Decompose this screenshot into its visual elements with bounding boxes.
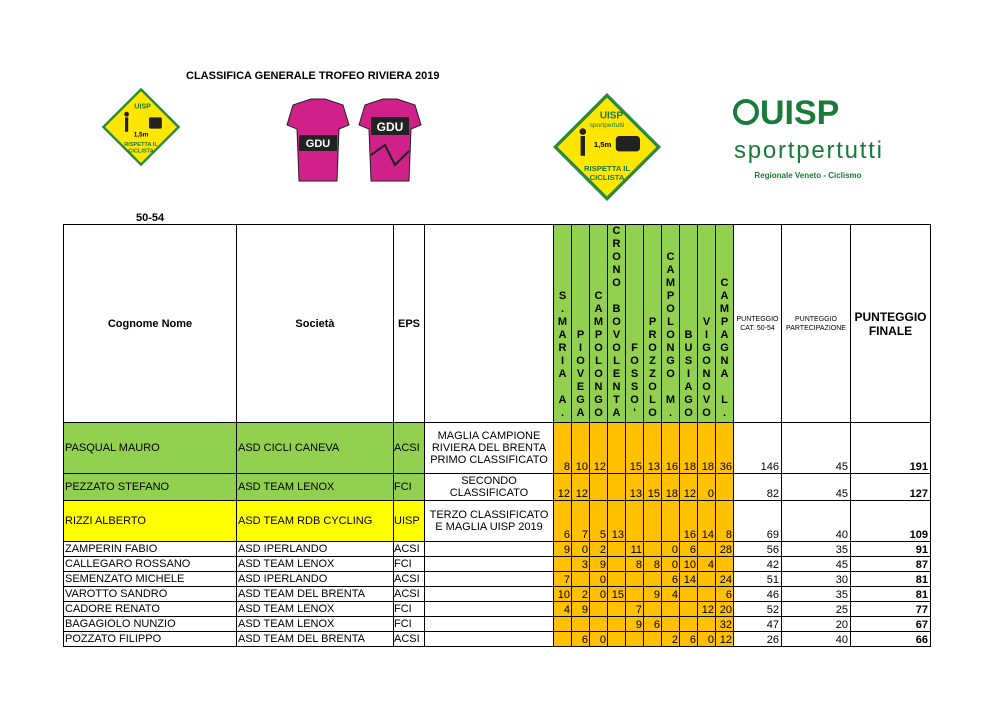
cell-participation: 40	[782, 632, 851, 647]
cell-cat-score: 42	[734, 557, 782, 572]
cell-cat-score: 56	[734, 542, 782, 557]
cell-race-score: 8	[716, 501, 734, 542]
cell-race-score	[626, 632, 644, 647]
cell-race-score: 0	[590, 587, 608, 602]
cell-eps: FCI	[394, 474, 425, 501]
header-final: PUNTEGGIO FINALE	[851, 225, 931, 423]
cell-race-score	[680, 587, 698, 602]
cell-participation: 45	[782, 474, 851, 501]
header-race	[590, 225, 608, 423]
cell-eps: ACSI	[394, 542, 425, 557]
cell-race-score: 2	[662, 632, 680, 647]
cell-race-score	[716, 557, 734, 572]
cell-race-score: 13	[644, 423, 662, 474]
table-row	[64, 474, 931, 501]
cell-race-score	[572, 617, 590, 632]
cell-final: 87	[851, 557, 931, 572]
cell-race-score	[590, 474, 608, 501]
cell-note	[425, 557, 554, 572]
cell-race-score	[644, 572, 662, 587]
table-row	[64, 602, 931, 617]
race-header-label: B U S I A G O	[684, 329, 693, 419]
cell-note	[425, 572, 554, 587]
cell-race-score: 12	[716, 632, 734, 647]
cell-race-score	[680, 602, 698, 617]
race-header-label: C R O N O B O V O L E N T A	[612, 225, 621, 419]
race-header-label: S . M A R I A A .	[557, 290, 568, 419]
cell-cat-score: 146	[734, 423, 782, 474]
cell-race-score	[626, 501, 644, 542]
cell-race-score: 6	[680, 542, 698, 557]
header-race	[626, 225, 644, 423]
cell-final: 66	[851, 632, 931, 647]
cell-race-score: 0	[698, 632, 716, 647]
race-header-label: V I G O N O V O	[702, 316, 711, 419]
table-row	[64, 501, 931, 542]
cell-cat-score: 46	[734, 587, 782, 602]
cell-cat-score: 26	[734, 632, 782, 647]
cell-race-score: 0	[572, 542, 590, 557]
cell-note	[425, 617, 554, 632]
cell-cat-score: 47	[734, 617, 782, 632]
cell-race-score: 9	[644, 587, 662, 602]
sign-large-text-1: RISPETTA IL	[583, 164, 631, 174]
cell-race-score	[608, 572, 626, 587]
cell-race-score: 15	[644, 474, 662, 501]
cell-participation: 35	[782, 542, 851, 557]
cell-race-score	[698, 572, 716, 587]
cell-participation: 25	[782, 602, 851, 617]
header-race	[662, 225, 680, 423]
cell-name: VAROTTO SANDRO	[64, 587, 237, 602]
cell-race-score: 20	[716, 602, 734, 617]
table-row	[64, 587, 931, 602]
cell-participation: 35	[782, 587, 851, 602]
cell-race-score: 14	[680, 572, 698, 587]
cell-race-score	[698, 617, 716, 632]
cell-race-score	[698, 587, 716, 602]
header-note	[425, 225, 554, 423]
cell-race-score: 9	[554, 542, 572, 557]
cell-cat-score: 82	[734, 474, 782, 501]
cell-note: SECONDO CLASSIFICATO	[425, 474, 554, 501]
uisp-sportpertutti-logo	[730, 92, 890, 184]
cell-race-score: 6	[716, 587, 734, 602]
cell-note: TERZO CLASSIFICATO E MAGLIA UISP 2019	[425, 501, 554, 542]
cell-race-score: 11	[626, 542, 644, 557]
cell-race-score: 6	[644, 617, 662, 632]
rispetta-ciclista-sign-large-logo	[552, 92, 662, 202]
cell-eps: ACSI	[394, 423, 425, 474]
cell-final: 191	[851, 423, 931, 474]
cell-eps: ACSI	[394, 587, 425, 602]
cell-race-score: 2	[572, 587, 590, 602]
cell-cat-score: 52	[734, 602, 782, 617]
header-eps: EPS	[394, 225, 425, 423]
cell-race-score: 7	[626, 602, 644, 617]
table-row	[64, 572, 931, 587]
sign-large-text-2: CICLISTA	[589, 173, 625, 182]
cell-name: BAGAGIOLO NUNZIO	[64, 617, 237, 632]
cell-race-score	[644, 632, 662, 647]
cell-race-score: 15	[626, 423, 644, 474]
cell-race-score	[608, 474, 626, 501]
cell-race-score	[608, 557, 626, 572]
header-race	[554, 225, 572, 423]
cell-race-score	[608, 602, 626, 617]
sign-large-distance-text: 1,5m	[593, 140, 612, 149]
cell-race-score: 9	[590, 557, 608, 572]
cell-race-score	[608, 617, 626, 632]
race-header-label: P I O V E G A	[576, 329, 585, 419]
cell-cat-score: 51	[734, 572, 782, 587]
cell-race-score: 13	[626, 474, 644, 501]
jersey-front-text: GDU	[305, 138, 331, 150]
cell-note	[425, 602, 554, 617]
cell-race-score: 12	[554, 474, 572, 501]
page-title: CLASSIFICA GENERALE TROFEO RIVIERA 2019	[186, 70, 440, 82]
cell-society: ASD TEAM LENOX	[237, 557, 394, 572]
cell-race-score	[608, 632, 626, 647]
cell-race-score: 10	[680, 557, 698, 572]
cell-name: SEMENZATO MICHELE	[64, 572, 237, 587]
cell-race-score: 16	[662, 423, 680, 474]
cell-participation: 30	[782, 572, 851, 587]
category-label: 50-54	[136, 212, 165, 224]
cell-final: 109	[851, 501, 931, 542]
standings-table	[63, 224, 931, 647]
cell-note	[425, 632, 554, 647]
header-name: Cognome Nome	[64, 225, 237, 423]
cell-name: CADORE RENATO	[64, 602, 237, 617]
cell-society: ASD TEAM LENOX	[237, 617, 394, 632]
uisp-name: UISP	[760, 94, 840, 132]
header-cat-score: PUNTEGGIO CAT. 50-54	[734, 225, 782, 423]
cell-race-score	[662, 617, 680, 632]
header-race	[572, 225, 590, 423]
cell-participation: 20	[782, 617, 851, 632]
sign-text-2: CICLISTA	[128, 148, 154, 155]
sign-large-sub-text: sportpertutti	[589, 122, 625, 130]
cell-race-score: 10	[572, 423, 590, 474]
rispetta-ciclista-sign-logo	[101, 87, 181, 167]
cell-race-score	[554, 632, 572, 647]
race-header-label: C A M P O L O N G O	[593, 290, 604, 419]
cell-race-score: 6	[680, 632, 698, 647]
cell-eps: UISP	[394, 501, 425, 542]
cell-cat-score: 69	[734, 501, 782, 542]
cell-participation: 45	[782, 423, 851, 474]
cell-race-score: 0	[662, 542, 680, 557]
header-society: Società	[237, 225, 394, 423]
cell-race-score: 8	[644, 557, 662, 572]
cell-race-score: 0	[662, 557, 680, 572]
cell-race-score: 10	[554, 587, 572, 602]
cell-society: ASD TEAM DEL BRENTA	[237, 587, 394, 602]
cell-race-score: 28	[716, 542, 734, 557]
cell-final: 81	[851, 587, 931, 602]
cell-race-score	[698, 542, 716, 557]
header-race	[644, 225, 662, 423]
header-race	[680, 225, 698, 423]
cell-society: ASD TEAM DEL BRENTA	[237, 632, 394, 647]
cell-race-score	[680, 617, 698, 632]
cell-final: 77	[851, 602, 931, 617]
cell-race-score: 13	[608, 501, 626, 542]
header-row	[64, 225, 931, 423]
race-header-label: C A M P O L O N G O M .	[665, 251, 676, 419]
cell-race-score: 15	[608, 587, 626, 602]
cell-race-score	[662, 501, 680, 542]
cell-society: ASD TEAM RDB CYCLING	[237, 501, 394, 542]
cell-name: CALLEGARO ROSSANO	[64, 557, 237, 572]
table-row	[64, 557, 931, 572]
cell-race-score: 9	[626, 617, 644, 632]
cell-race-score: 16	[680, 501, 698, 542]
table-row	[64, 423, 931, 474]
cell-name: ZAMPERIN FABIO	[64, 542, 237, 557]
uisp-tagline: sportpertutti	[734, 137, 882, 164]
cell-note	[425, 587, 554, 602]
sign-brand-text: UISP	[134, 101, 151, 111]
header-race	[716, 225, 734, 423]
cell-society: ASD IPERLANDO	[237, 542, 394, 557]
table-row	[64, 632, 931, 647]
cell-race-score: 9	[572, 602, 590, 617]
cell-name: RIZZI ALBERTO	[64, 501, 237, 542]
sign-distance-text: 1,5m	[133, 131, 149, 139]
cell-participation: 45	[782, 557, 851, 572]
cell-society: ASD CICLI CANEVA	[237, 423, 394, 474]
cell-race-score: 32	[716, 617, 734, 632]
cell-race-score: 12	[680, 474, 698, 501]
cell-race-score: 24	[716, 572, 734, 587]
cell-race-score	[572, 572, 590, 587]
cell-final: 127	[851, 474, 931, 501]
cell-race-score: 0	[698, 474, 716, 501]
cell-race-score: 12	[590, 423, 608, 474]
race-header-label: P R O Z Z O L O	[648, 316, 657, 419]
cell-participation: 40	[782, 501, 851, 542]
cell-race-score	[716, 474, 734, 501]
header-participation: PUNTEGGIO PARTECIPAZIONE	[782, 225, 851, 423]
cell-final: 81	[851, 572, 931, 587]
uisp-region: Regionale Veneto - Ciclismo	[754, 171, 862, 180]
cell-race-score	[608, 542, 626, 557]
cell-race-score: 18	[680, 423, 698, 474]
cell-race-score: 14	[698, 501, 716, 542]
jerseys-image	[283, 95, 423, 185]
cell-race-score	[626, 572, 644, 587]
race-header-label: F O S S O '	[630, 342, 639, 419]
cell-note	[425, 542, 554, 557]
cell-race-score	[608, 423, 626, 474]
cell-race-score: 6	[662, 572, 680, 587]
sign-large-brand-text: UISP	[599, 110, 623, 122]
cell-race-score: 5	[590, 501, 608, 542]
header-race	[698, 225, 716, 423]
race-header-label: C A M P A G N A L .	[719, 277, 730, 419]
table-row	[64, 542, 931, 557]
cell-race-score: 8	[626, 557, 644, 572]
cell-name: PEZZATO STEFANO	[64, 474, 237, 501]
cell-eps: ACSI	[394, 632, 425, 647]
cell-society: ASD TEAM LENOX	[237, 602, 394, 617]
cell-final: 91	[851, 542, 931, 557]
cell-race-score: 3	[572, 557, 590, 572]
cell-society: ASD IPERLANDO	[237, 572, 394, 587]
cell-race-score	[626, 587, 644, 602]
sign-text-1: RISPETTA IL	[124, 142, 158, 149]
cell-race-score: 4	[554, 602, 572, 617]
cell-eps: FCI	[394, 557, 425, 572]
cell-race-score: 12	[698, 602, 716, 617]
cell-note: MAGLIA CAMPIONE RIVIERA DEL BRENTA PRIMO CLASSIFICATO	[425, 423, 554, 474]
cell-society: ASD TEAM LENOX	[237, 474, 394, 501]
cell-race-score: 7	[572, 501, 590, 542]
cell-race-score	[662, 602, 680, 617]
cell-race-score: 0	[590, 572, 608, 587]
cell-race-score	[590, 617, 608, 632]
cell-name: POZZATO FILIPPO	[64, 632, 237, 647]
cell-eps: ACSI	[394, 572, 425, 587]
cell-race-score: 2	[590, 542, 608, 557]
cell-race-score	[590, 602, 608, 617]
cell-race-score: 12	[572, 474, 590, 501]
cell-race-score: 36	[716, 423, 734, 474]
cell-race-score: 0	[590, 632, 608, 647]
cell-race-score: 6	[572, 632, 590, 647]
cell-race-score	[644, 602, 662, 617]
cell-race-score	[644, 542, 662, 557]
cell-race-score: 4	[662, 587, 680, 602]
cell-race-score: 6	[554, 501, 572, 542]
table-row	[64, 617, 931, 632]
cell-eps: FCI	[394, 617, 425, 632]
cell-race-score: 18	[662, 474, 680, 501]
cell-eps: FCI	[394, 602, 425, 617]
cell-race-score: 8	[554, 423, 572, 474]
cell-race-score	[554, 617, 572, 632]
cell-final: 67	[851, 617, 931, 632]
jersey-back-text: GDU	[376, 120, 404, 134]
cell-name: PASQUAL MAURO	[64, 423, 237, 474]
cell-race-score: 7	[554, 572, 572, 587]
header-race	[608, 225, 626, 423]
cell-race-score: 18	[698, 423, 716, 474]
cell-race-score: 4	[698, 557, 716, 572]
cell-race-score	[644, 501, 662, 542]
cell-race-score	[554, 557, 572, 572]
